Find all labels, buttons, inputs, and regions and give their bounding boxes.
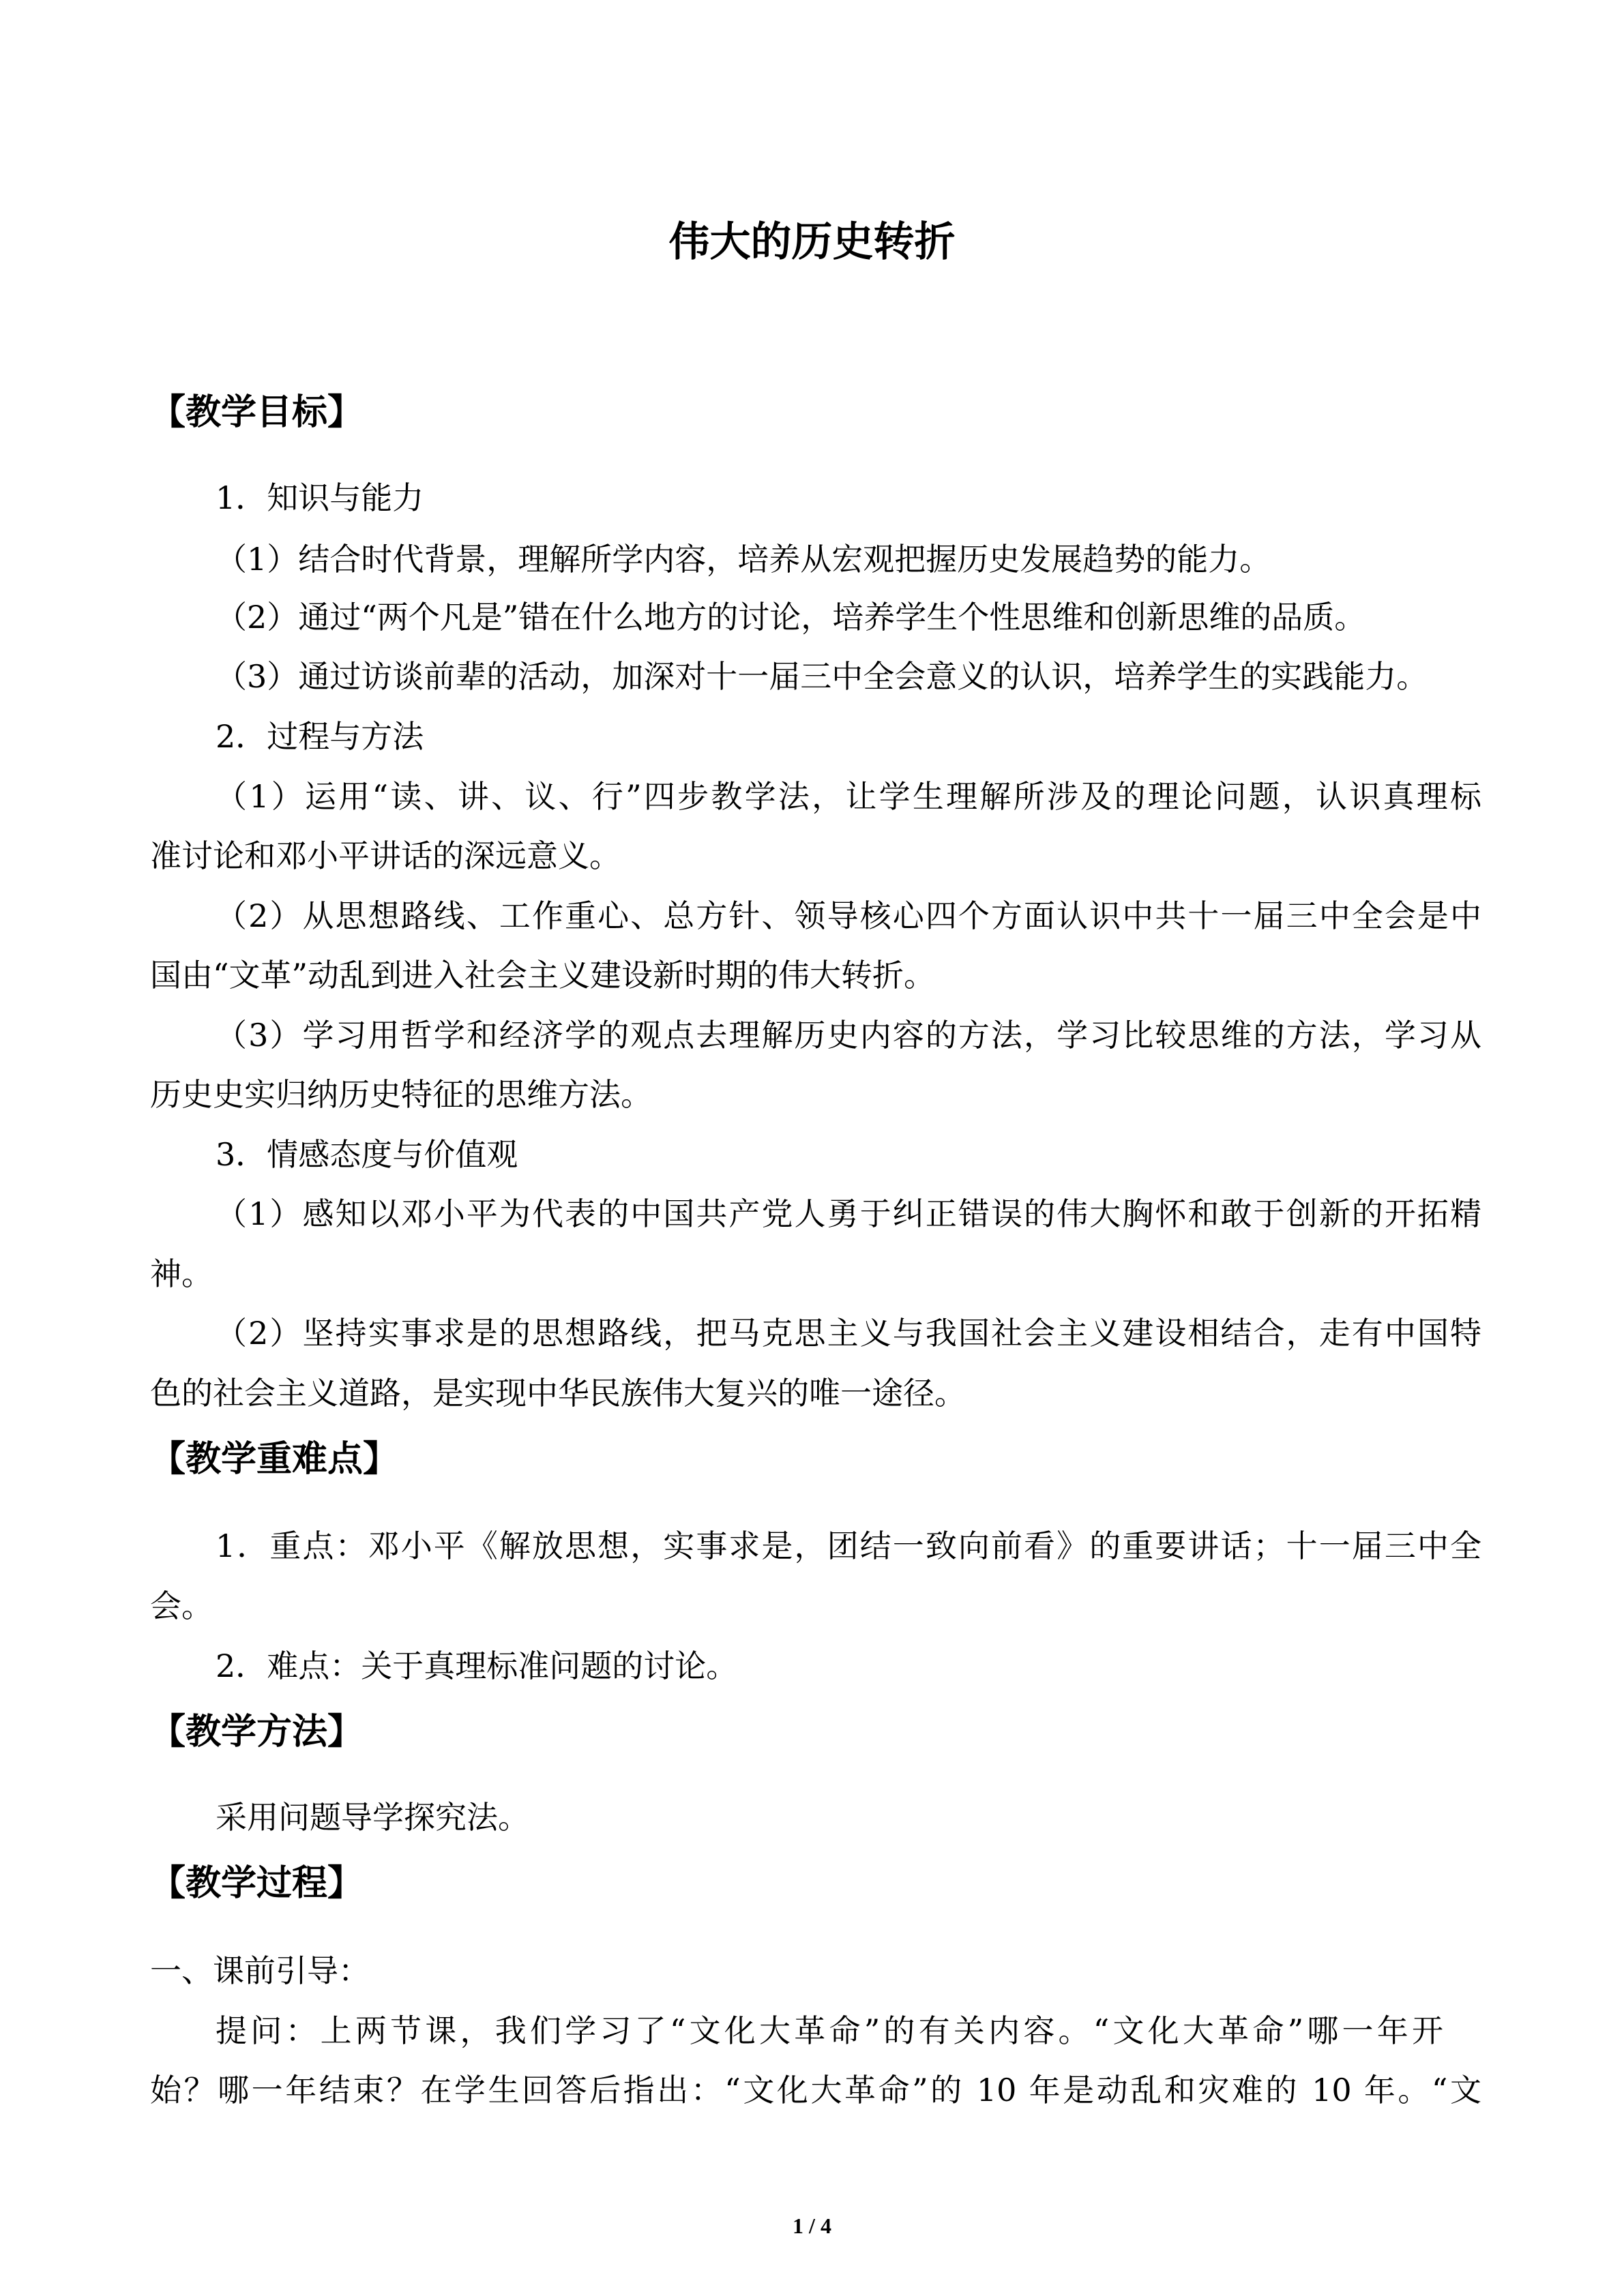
goals-subheading-3: 3．情感态度与价值观 bbox=[216, 1136, 518, 1173]
goals-paragraph-5-line-1: （2）从思想路线、工作重心、总方针、领导核心四个方面认识中共十一届三中全会是中 bbox=[216, 897, 1481, 934]
process-paragraph-1-line-2: 始？哪一年结束？在学生回答后指出：“文化大革命”的 10 年是动乱和灾难的 10 年。“文 bbox=[150, 2072, 1481, 2108]
goals-paragraph-2: （2）通过“两个凡是”错在什么地方的讨论，培养学生个性思维和创新思维的品质。 bbox=[216, 599, 1366, 636]
goals-paragraph-5-line-2: 国由“文革”动乱到进入社会主义建设新时期的伟大转折。 bbox=[150, 957, 936, 994]
section-heading-goals: 【教学目标】 bbox=[150, 392, 364, 433]
section-heading-methods: 【教学方法】 bbox=[150, 1712, 364, 1753]
goals-paragraph-4-line-1: （1）运用“读、讲、议、行”四步教学法，让学生理解所涉及的理论问题，认识真理标 bbox=[216, 778, 1481, 815]
goals-paragraph-6-line-2: 历史史实归纳历史特征的思维方法。 bbox=[150, 1076, 652, 1113]
keypoints-paragraph-2: 2．难点：关于真理标准问题的讨论。 bbox=[216, 1648, 738, 1684]
goals-paragraph-1: （1）结合时代背景，理解所学内容，培养从宏观把握历史发展趋势的能力。 bbox=[216, 541, 1271, 578]
goals-paragraph-6-line-1: （3）学习用哲学和经济学的观点去理解历史内容的方法，学习比较思维的方法，学习从 bbox=[216, 1017, 1481, 1054]
goals-paragraph-8-line-1: （2）坚持实事求是的思想路线，把马克思主义与我国社会主义建设相结合，走有中国特 bbox=[216, 1315, 1481, 1352]
keypoints-paragraph-1-line-1: 1．重点：邓小平《解放思想，实事求是，团结一致向前看》的重要讲话；十一届三中全 bbox=[216, 1527, 1481, 1564]
page-number: 1 / 4 bbox=[793, 2213, 831, 2238]
document-title: 伟大的历史转折 bbox=[668, 218, 956, 266]
process-paragraph-1-line-1: 提问：上两节课，我们学习了“文化大革命”的有关内容。“文化大革命”哪一年开 bbox=[216, 2012, 1443, 2049]
methods-paragraph-1: 采用问题导学探究法。 bbox=[216, 1799, 529, 1836]
process-subheading-1: 一、课前引导： bbox=[150, 1952, 370, 1989]
goals-paragraph-7-line-2: 神。 bbox=[150, 1255, 213, 1292]
goals-subheading-2: 2．过程与方法 bbox=[216, 718, 424, 755]
keypoints-paragraph-1-line-2: 会。 bbox=[150, 1587, 213, 1624]
section-heading-keypoints: 【教学重难点】 bbox=[150, 1439, 399, 1480]
section-heading-process: 【教学过程】 bbox=[150, 1863, 364, 1904]
goals-paragraph-8-line-2: 色的社会主义道路，是实现中华民族伟大复兴的唯一途径。 bbox=[150, 1375, 966, 1412]
goals-paragraph-4-line-2: 准讨论和邓小平讲话的深远意义。 bbox=[150, 837, 621, 874]
goals-paragraph-3: （3）通过访谈前辈的活动，加深对十一届三中全会意义的认识，培养学生的实践能力。 bbox=[216, 658, 1428, 695]
goals-subheading-1: 1．知识与能力 bbox=[216, 479, 424, 516]
goals-paragraph-7-line-1: （1）感知以邓小平为代表的中国共产党人勇于纠正错误的伟大胸怀和敢于创新的开拓精 bbox=[216, 1195, 1481, 1232]
